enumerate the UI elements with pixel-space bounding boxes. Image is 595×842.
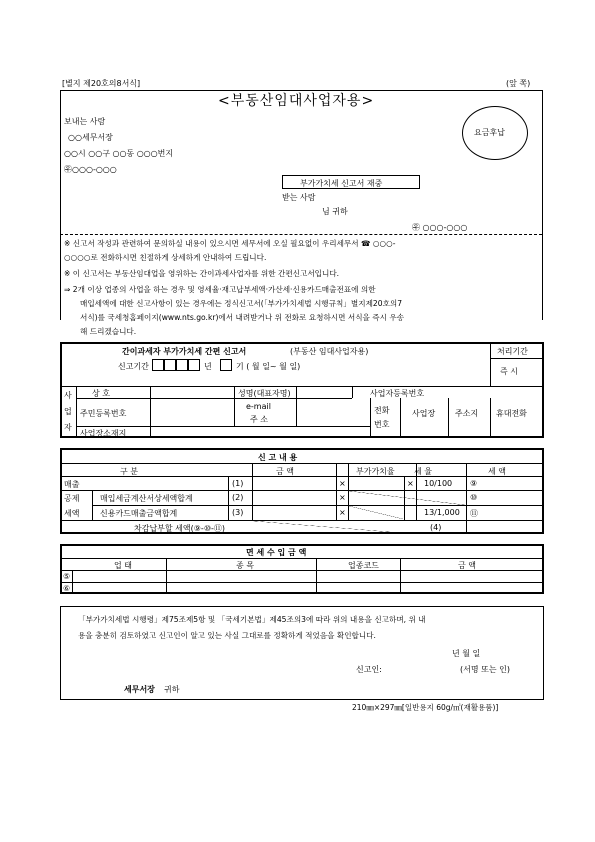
label-divider-1 xyxy=(150,386,151,426)
phone-biz-label: 사업장 xyxy=(412,409,436,418)
exempt-rule-2 xyxy=(60,570,544,571)
signer-label: 신고인: xyxy=(356,665,382,674)
row-deduct-mark-2: × xyxy=(339,508,346,517)
report-rule-1 xyxy=(60,476,544,477)
notice-line-5: 매입세액에 대한 신고사항이 있는 경우에는 정식신고서(「부가가치세법 시행규칙」별지제20호의7 xyxy=(80,299,403,308)
row-sales-group: 매출 xyxy=(64,480,80,489)
processing-label: 처리기간 xyxy=(497,347,528,356)
row-deduct-num-1: (2) xyxy=(232,493,244,502)
report-vline-num xyxy=(228,476,229,520)
form-number-label: [별지 제20호의8서식] xyxy=(62,79,141,88)
sender-label: 보내는 사람 xyxy=(64,117,106,126)
resident-no-label: 주민등록번호 xyxy=(80,409,127,418)
row-sales-tax: ⑨ xyxy=(470,479,478,488)
page-side-label: (앞 쪽) xyxy=(506,79,531,88)
recipient-suffix: 귀하 xyxy=(164,685,180,694)
phone-label: 전화 번호 xyxy=(374,406,390,429)
exempt-rule-3 xyxy=(60,582,544,583)
period-year-digit-4[interactable] xyxy=(188,359,200,371)
phone-divider-4 xyxy=(490,398,491,438)
notice-line-4: ⇒ 2개 이상 업종의 사업을 하는 경우 및 영세율·재고납부세액·가산세·신용카드매출전표에 의한 xyxy=(64,285,376,294)
report-col-vat: 부가가치율 xyxy=(356,467,395,476)
left-border xyxy=(60,90,61,320)
period-year-digit-3[interactable] xyxy=(176,359,188,371)
exempt-heading: 면 세 수 입 금 액 xyxy=(246,548,307,557)
total-num: (4) xyxy=(430,523,442,532)
row-deduct-group-2: 세액 xyxy=(64,509,80,518)
exempt-col-item: 종 목 xyxy=(236,561,254,570)
report-col-div: 구 분 xyxy=(120,467,138,476)
row-sales-mark-1: × xyxy=(339,479,346,488)
report-vline-x1 xyxy=(336,463,337,520)
exempt-col-code: 업종코드 xyxy=(348,561,379,570)
phone-divider xyxy=(370,398,371,438)
declaration-date: 년 월 일 xyxy=(452,649,481,658)
row-deduct-tax-1: ⑩ xyxy=(470,493,478,502)
report-col-rate: 세 율 xyxy=(414,467,432,476)
row-deduct-label-2: 신용카드매출금액합계 xyxy=(100,509,178,518)
row-deduct-tax-2: ⑪ xyxy=(470,509,478,518)
processing-rule xyxy=(490,358,544,359)
receiver-zip: ㉾ ○○○-○○○ xyxy=(412,223,468,232)
row-deduct-rate-2: 13/1,000 xyxy=(424,508,460,517)
page-title: <부동산임대사업자용> xyxy=(218,93,375,109)
row-deduct-mark-1: × xyxy=(339,493,346,502)
exempt-row-5: ⑤ xyxy=(63,572,71,581)
row-deduct-num-2: (3) xyxy=(232,508,244,517)
total-shaded xyxy=(253,521,403,533)
period-label: 신고기간 xyxy=(118,362,149,371)
report-col-amount: 금 액 xyxy=(276,467,294,476)
biz-side-label: 사 업 자 xyxy=(64,391,72,432)
right-border xyxy=(542,90,543,320)
info-rule-1 xyxy=(60,386,544,387)
sign-note: (서명 또는 인) xyxy=(460,665,510,674)
notice-line-6: 서식)를 국세청홈페이지(www.nts.go.kr)에서 내려받거나 위 전화로 요청하시면 서식을 즉시 우송 xyxy=(80,313,405,322)
receiver-label: 받는 사람 xyxy=(282,193,316,202)
row-deduct-shaded-1 xyxy=(349,491,465,505)
form-title-sub: (부동산 임대사업자용) xyxy=(290,347,369,356)
notice-line-7: 해 드리겠습니다. xyxy=(80,327,137,336)
phone-divider-3 xyxy=(448,398,449,438)
row-sales-mark-2: × xyxy=(407,479,414,488)
report-rule-0 xyxy=(60,463,544,464)
exempt-vline-3 xyxy=(400,558,401,594)
phone-mobile-label: 휴대전화 xyxy=(496,409,527,418)
resend-label: 부가가치세 신고서 재중 xyxy=(300,179,383,188)
form-title: 간이과세자 부가가치세 간편 신고서 xyxy=(122,347,247,356)
biz-location-label: 사업장소재지 xyxy=(80,429,127,438)
processing-value: 즉 시 xyxy=(500,367,518,376)
report-rule-3 xyxy=(92,505,544,506)
exempt-row-6: ⑥ xyxy=(63,584,71,593)
report-vline-tax xyxy=(466,463,467,534)
label-divider-2 xyxy=(234,386,235,426)
exempt-rule-1 xyxy=(60,558,544,559)
notice-line-3: ※ 이 신고서는 부동산임대업을 영위하는 간이과세사업자를 위한 간편신고서입니다. xyxy=(64,269,340,278)
trade-name-label: 상 호 xyxy=(92,389,110,398)
receiver-honorific: 님 귀하 xyxy=(322,207,348,216)
biz-side-divider xyxy=(76,386,77,438)
report-col-tax: 세 액 xyxy=(488,467,506,476)
declaration-line-1: 「부가가치세법 시행령」제75조제5항 및 「국세기본법」제45조의3에 따라 위의 내용을 신고하며, 위 내 xyxy=(78,615,426,624)
sender-office: ○○세무서장 xyxy=(68,133,113,142)
report-heading: 신 고 내 용 xyxy=(258,453,298,462)
biz-reg-no-label: 사업자등록번호 xyxy=(370,389,425,398)
row-sales-num: (1) xyxy=(232,479,244,488)
fold-line xyxy=(60,234,542,235)
exempt-vline-1 xyxy=(166,558,167,594)
recipient-office: 세무서장 xyxy=(124,685,155,694)
period-suffix: 기 ( 월 일~ 월 일) xyxy=(236,362,301,371)
phone-divider-2 xyxy=(400,398,401,438)
period-year-digit-2[interactable] xyxy=(164,359,176,371)
row-deduct-label-1: 매입세금계산서상세액합계 xyxy=(100,494,193,503)
exempt-col-amount: 금 액 xyxy=(458,561,476,570)
exempt-col-type: 업 태 xyxy=(114,561,132,570)
report-vline-amount xyxy=(252,463,253,520)
notice-line-2: ○○○○로 전화하시면 친절하게 상세하게 안내하여 드립니다. xyxy=(64,253,267,262)
period-year-digit-1[interactable] xyxy=(152,359,164,371)
location-divider xyxy=(150,426,151,438)
exempt-vline-2 xyxy=(316,558,317,594)
email-label: e-mail xyxy=(246,402,271,411)
declaration-line-2: 용을 충분히 검토하였고 신고인이 알고 있는 사실 그대로를 정확하게 적었음을 확인합니다. xyxy=(78,631,376,640)
address-label: 주 소 xyxy=(250,415,268,424)
paper-spec-footer: 210㎜×297㎜[일반용지 60g/㎡(재활용품)] xyxy=(352,703,499,712)
info-rule-2 xyxy=(76,398,352,399)
report-rule-2 xyxy=(60,490,544,491)
phone-home-label: 주소지 xyxy=(455,409,479,418)
name-rep-label: 성명(대표자명) xyxy=(238,389,291,398)
notice-line-1: ※ 신고서 작성과 관련하여 문의하실 내용이 있으시면 세무서에 오실 필요없이 우리세무서 ☎ ○○○- xyxy=(64,239,396,248)
label-divider-4 xyxy=(352,386,353,398)
postage-label: 요금후납 xyxy=(474,128,505,137)
period-term-box[interactable] xyxy=(220,359,232,371)
info-rule-3 xyxy=(76,426,370,427)
exempt-vline-0 xyxy=(72,570,73,594)
row-sales-rate: 10/100 xyxy=(424,479,453,488)
row-deduct-group-1: 공제 xyxy=(64,494,80,503)
sender-address: ○○시 ○○구 ○○동 ○○○번지 xyxy=(64,149,174,158)
label-divider-3 xyxy=(296,386,297,426)
row-deduct-shaded-2 xyxy=(349,506,403,519)
period-year-suffix: 년 xyxy=(204,362,212,371)
report-vline-group xyxy=(92,490,93,520)
total-label: 차감납부할 세액(⑨-⑩-⑪) xyxy=(134,524,225,533)
sender-zip: ㉾○○○-○○○ xyxy=(64,165,117,174)
processing-divider xyxy=(490,342,491,386)
